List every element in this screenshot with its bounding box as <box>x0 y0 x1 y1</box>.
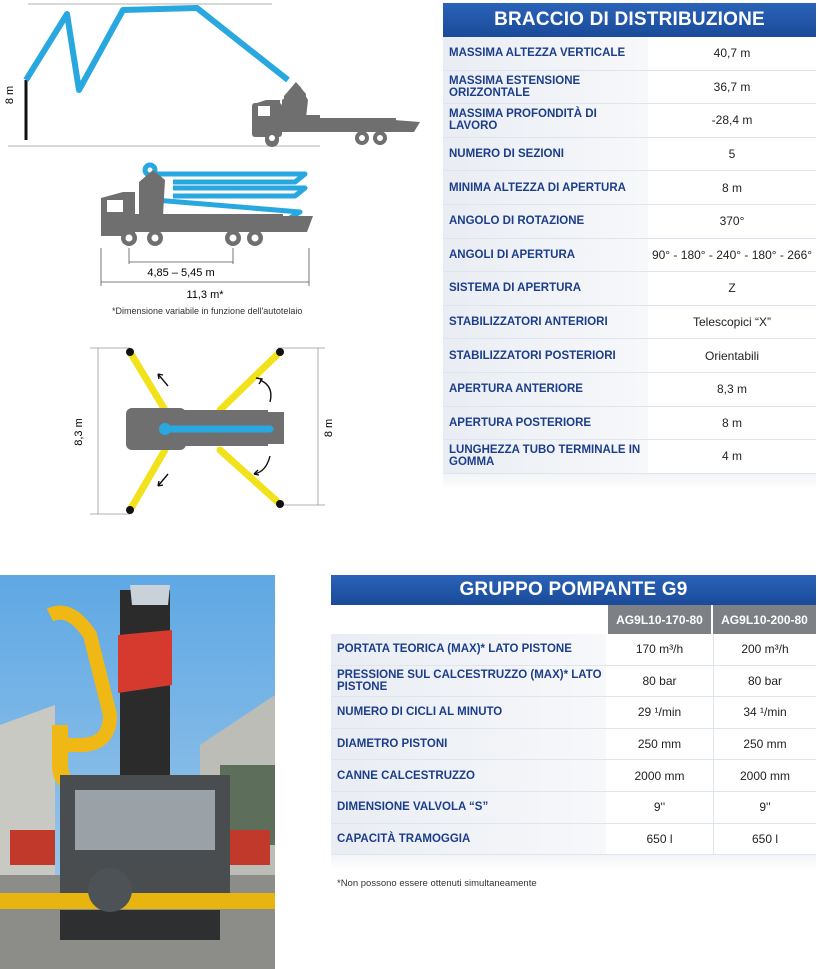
row-label: MASSIMA ESTENSIONE ORIZZONTALE <box>443 71 648 104</box>
table-footer-shade <box>331 855 816 871</box>
row-value: -28,4 m <box>711 113 753 128</box>
row-value: 5 <box>728 147 736 162</box>
row-value-model-2: 250 mm <box>713 729 816 760</box>
pump-specs-column-header <box>331 605 816 634</box>
column-model-1: AG9L10-170-80 <box>608 605 711 634</box>
row-label: ANGOLI DI APERTURA <box>443 239 648 272</box>
row-value-model-1: 170 m³/h <box>635 642 684 657</box>
row-value-model-1: 2000 mm <box>634 768 685 783</box>
row-value-model-1: 250 mm <box>637 737 682 752</box>
table-row <box>331 760 816 792</box>
row-value: 36,7 m <box>713 79 751 94</box>
outrigger-diagram <box>70 340 350 520</box>
row-value: 8 m <box>721 180 742 195</box>
table-footer-shade <box>443 474 816 490</box>
row-label: CANNE CALCESTRUZZO <box>331 760 606 791</box>
row-label: NUMERO DI CICLI AL MINUTO <box>331 697 606 728</box>
table-row <box>331 729 816 761</box>
boom-specs-table <box>443 3 816 490</box>
table-row <box>331 666 816 698</box>
row-value-model-1: 80 bar <box>642 673 677 688</box>
pump-truck-photo <box>0 575 275 969</box>
rear-width-label: 8 m <box>323 418 335 438</box>
row-label: CAPACITÀ TRAMOGGIA <box>331 824 606 855</box>
row-label: MASSIMA PROFONDITÀ DI LAVORO <box>443 104 648 137</box>
table-row <box>443 272 816 306</box>
length-label: 11,3 m* <box>186 289 224 300</box>
row-label: DIAMETRO PISTONI <box>331 729 606 760</box>
row-value-model-1: 9'' <box>653 800 666 815</box>
pump-specs-table <box>331 575 816 871</box>
boom-specs-rows <box>443 37 816 474</box>
table-row <box>443 339 816 373</box>
row-value-model-1: 29 ¹/min <box>637 705 682 720</box>
boom-arm <box>26 8 288 90</box>
row-label: STABILIZZATORI POSTERIORI <box>443 339 648 372</box>
table-row <box>443 440 816 474</box>
row-value: 40,7 m <box>713 46 751 61</box>
row-value-model-2: 80 bar <box>713 666 816 697</box>
wheelbase-label: 4,85 – 5,45 m <box>147 267 215 279</box>
table-row <box>443 373 816 407</box>
row-value-model-2: 2000 mm <box>713 760 816 791</box>
row-label: MASSIMA ALTEZZA VERTICALE <box>443 37 648 70</box>
row-value-model-2: 9'' <box>713 792 816 823</box>
truck-folded-diagram <box>95 160 325 300</box>
row-value: 90° - 180° - 240° - 180° - 266° <box>651 247 813 262</box>
row-label: ANGOLO DI ROTAZIONE <box>443 205 648 238</box>
table-row <box>443 205 816 239</box>
row-label: APERTURA ANTERIORE <box>443 373 648 406</box>
row-label: PRESSIONE SUL CALCESTRUZZO (MAX)* LATO PISTONE <box>331 666 606 697</box>
row-value-model-2: 650 l <box>713 824 816 855</box>
row-value-model-1: 650 l <box>646 831 673 846</box>
table-row <box>331 824 816 856</box>
table-row <box>443 239 816 273</box>
folded-boom <box>145 165 305 218</box>
row-value: Orientabili <box>704 348 760 363</box>
row-label: MINIMA ALTEZZA DI APERTURA <box>443 171 648 204</box>
table-row <box>443 171 816 205</box>
pump-specs-title: GRUPPO POMPANTE G9 <box>331 575 816 605</box>
row-label: DIMENSIONE VALVOLA “S” <box>331 792 606 823</box>
row-value-model-2: 200 m³/h <box>713 634 816 665</box>
row-value: 370° <box>719 214 745 229</box>
row-label: LUNGHEZZA TUBO TERMINALE IN GOMMA <box>443 440 648 473</box>
table-row <box>443 407 816 441</box>
table-row <box>331 792 816 824</box>
table-row <box>443 37 816 71</box>
row-value: Z <box>728 281 736 296</box>
table-row <box>331 634 816 666</box>
row-label: APERTURA POSTERIORE <box>443 407 648 440</box>
row-value: 8 m <box>721 415 742 430</box>
row-label: STABILIZZATORI ANTERIORI <box>443 306 648 339</box>
table-row <box>443 138 816 172</box>
front-width-label: 8,3 m <box>73 418 85 446</box>
table-row <box>443 104 816 138</box>
pump-specs-rows <box>331 634 816 855</box>
row-value: 4 m <box>721 449 742 464</box>
boom-specs-title: BRACCIO DI DISTRIBUZIONE <box>443 3 816 37</box>
pump-specs-note: *Non possono essere ottenuti simultaneamente <box>337 878 537 889</box>
row-label: PORTATA TEORICA (MAX)* LATO PISTONE <box>331 634 606 665</box>
table-row <box>443 306 816 340</box>
column-model-2: AG9L10-200-80 <box>713 605 816 634</box>
height-label: 8 m <box>4 85 16 105</box>
row-label: SISTEMA DI APERTURA <box>443 272 648 305</box>
dimension-note: *Dimensione variabile in funzione dell'autotelaio <box>112 306 303 316</box>
boom-truck-icon <box>250 80 425 150</box>
row-value: Telescopici “X” <box>692 315 772 330</box>
table-row <box>443 71 816 105</box>
row-label: NUMERO DI SEZIONI <box>443 138 648 171</box>
row-value: 8,3 m <box>716 382 747 397</box>
table-row <box>331 697 816 729</box>
truck-top-icon <box>126 408 284 450</box>
row-value-model-2: 34 ¹/min <box>713 697 816 728</box>
